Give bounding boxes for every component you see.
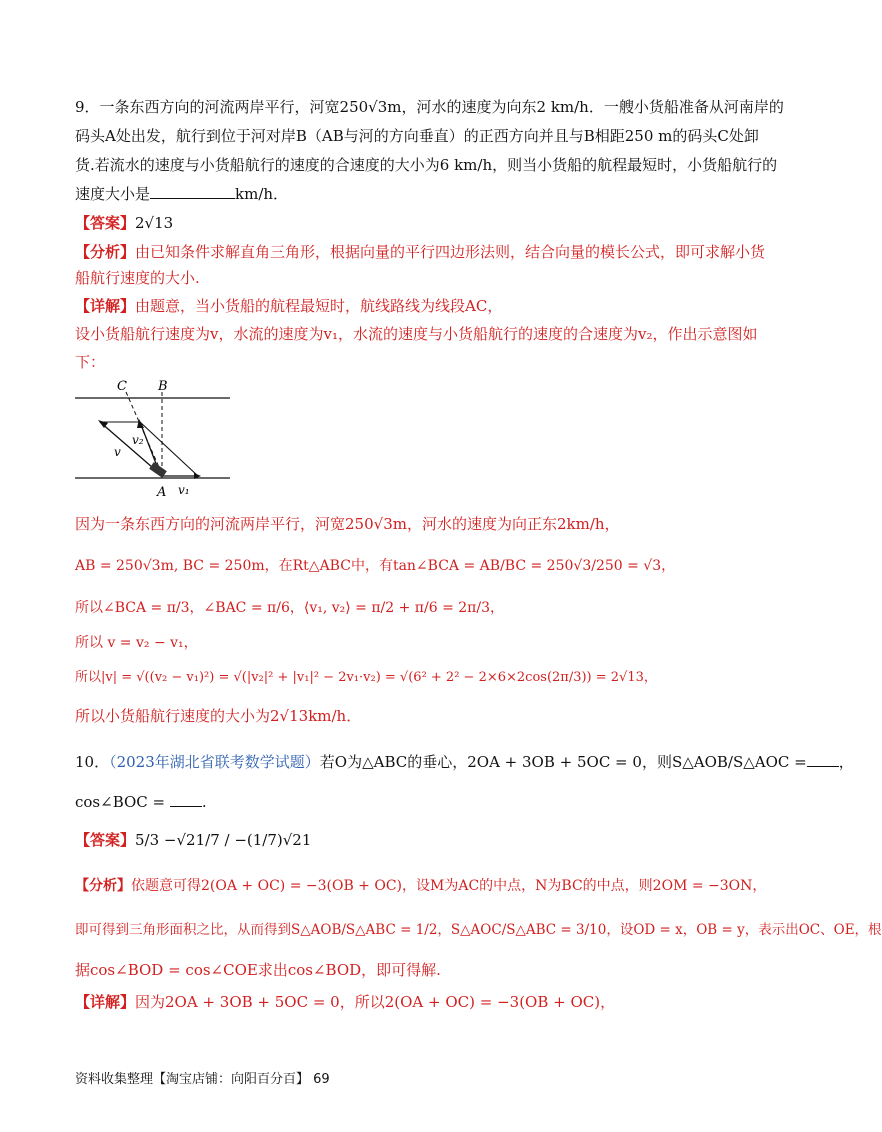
detail-tag: 【详解】 [75, 297, 136, 315]
answer-blank-2 [170, 792, 202, 807]
label-v: v [114, 445, 121, 459]
parallelogram-right [140, 422, 198, 476]
answer-tag: 【答案】 [75, 831, 136, 849]
q10-analysis-line1 [75, 876, 766, 896]
analysis-text: 依题意可得2(OA + OC) = −3(OB + OC)，设M为AC的中点，N为BC的中点，则2OM = −3ON， [131, 878, 767, 894]
q9-detail-line3: 下： [75, 353, 106, 371]
answer-value: 5/3 −√21/7 / −(1/7)√21 [135, 831, 312, 849]
q9-detail-line1 [75, 296, 502, 316]
answer-blank [150, 184, 235, 199]
q9-solution-line1: 因为一条东西方向的河流两岸平行，河宽250√3m，河水的速度为向正东2km/h， [75, 515, 620, 533]
q10-stem-line1 [75, 752, 854, 772]
analysis-tag: 【分析】 [75, 878, 131, 894]
q9-solution-line4: 所以 v = v₂ − v₁， [75, 635, 198, 651]
q10-stem2-end: . [201, 793, 207, 811]
q9-analysis-line1 [75, 242, 765, 262]
q10-source: （2023年湖北省联考数学试题） [109, 753, 320, 771]
answer-tag: 【答案】 [75, 214, 136, 232]
label-v1: v₁ [178, 483, 190, 497]
q9-unit: km/h． [235, 185, 289, 203]
label-c: C [117, 379, 127, 394]
q10-analysis-line2: 即可得到三角形面积之比，从而得到S△AOB/S△ABC = 1/2，S△AOC/S△ABC = 3/10，设OD = x，OB = y，表示出OC、OE，根 [75, 922, 882, 938]
detail-tag: 【详解】 [75, 993, 136, 1011]
answer-value: 2√13 [135, 214, 174, 232]
analysis-text: 由已知条件求解直角三角形，根据向量的平行四边形法则，结合向量的模长公式，即可求解小货 [135, 243, 766, 261]
q10-stem-end: ， [838, 753, 854, 771]
detail-text: 由题意，当小货船的航程最短时，航线路线为线段AC， [135, 297, 503, 315]
detail-text: 因为2OA + 3OB + 5OC = 0，所以2(OA + OC) = −3(OB + OC)， [135, 993, 616, 1011]
q10-answer [75, 830, 311, 850]
page-footer: 资料收集整理【淘宝店铺：向阳百分百】 69 [75, 1072, 330, 1087]
q9-answer [75, 213, 173, 233]
q9-solution-line3: 所以∠BCA = π/3，∠BAC = π/6，⟨v₁, v₂⟩ = π/2 + π/6 = 2π/3， [75, 600, 504, 616]
label-v2: v₂ [132, 433, 144, 447]
q9-stem-line4 [75, 184, 288, 204]
q10-stem-line2 [75, 792, 207, 812]
q10-number: 10． [75, 753, 110, 771]
q9-solution-line2: AB = 250√3m, BC = 250m，在Rt△ABC中，有tan∠BCA = AB/BC = 250√3/250 = √3， [75, 558, 676, 574]
label-a: A [157, 485, 167, 500]
q9-detail-line2: 设小货船航行速度为v，水流的速度为v₁，水流的速度与小货船航行的速度的合速度为v₂，作出示意图如 [75, 325, 758, 343]
q9-stem-line1: 9．一条东西方向的河流两岸平行，河宽250√3m，河水的速度为向东2 km/h．一艘小货船准备从河南岸的 [75, 98, 784, 116]
analysis-tag: 【分析】 [75, 243, 136, 261]
q9-solution-line5: 所以|v| = √((v₂ − v₁)²) = √(|v₂|² + |v₁|² − 2v₁·v₂) = √(6² + 2² − 2×6×2cos(2π/3)) = 2√13， [75, 670, 657, 685]
q9-stem-line2: 码头A处出发，航行到位于河对岸B（AB与河的方向垂直）的正西方向并且与B相距250 m的码头C处卸 [75, 127, 759, 145]
label-b: B [158, 379, 168, 394]
q10-stem2: cos∠BOC = [75, 793, 166, 811]
vector-diagram [70, 378, 240, 503]
q9-analysis-line2: 船航行速度的大小. [75, 269, 200, 287]
q10-analysis-line3: 据cos∠BOD = cos∠COE求出cos∠BOD，即可得解. [75, 961, 441, 979]
answer-blank-1 [807, 752, 839, 767]
q9-solution-line6: 所以小货船航行速度的大小为2√13km/h． [75, 707, 362, 725]
q9-stem-line4-text: 速度大小是 [75, 185, 151, 203]
q10-stem: 若O为△ABC的垂心，2OA + 3OB + 5OC = 0，则S△AOB/S△AOC = [319, 753, 807, 771]
q9-stem-line3: 货.若流水的速度与小货船航行的速度的合速度的大小为6 km/h，则当小货船的航程最短时，小货船航行的 [75, 156, 778, 174]
q10-detail-line1 [75, 992, 615, 1012]
